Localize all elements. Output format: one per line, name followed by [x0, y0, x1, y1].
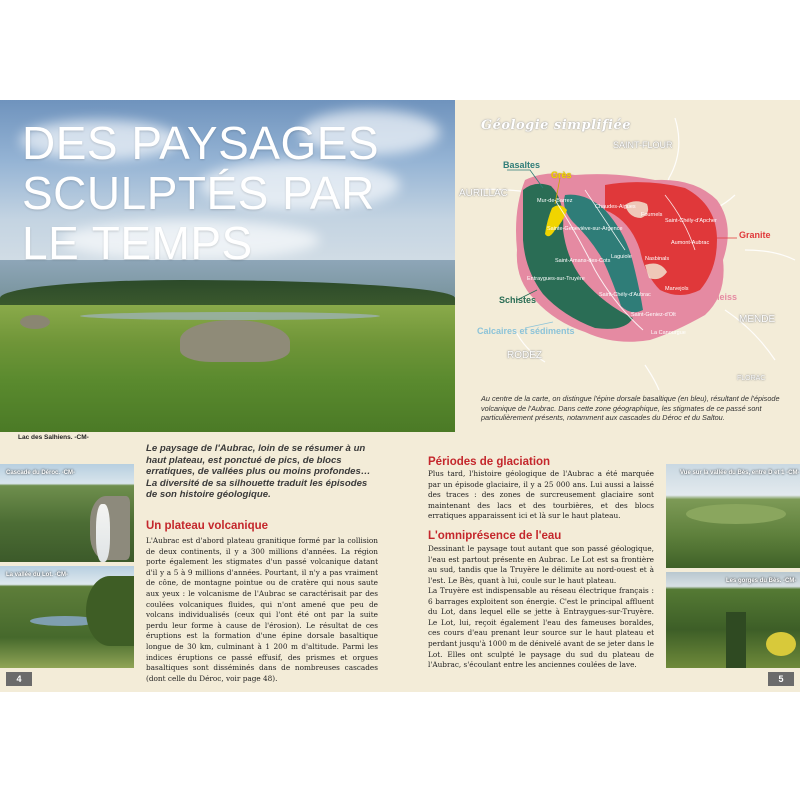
waterfall [96, 504, 110, 562]
geology-map-panel [455, 100, 800, 432]
photo-cascade-deroc [0, 464, 134, 562]
place-marvejols: Marvejols [665, 286, 689, 292]
place-saint-chely-apcher: Saint-Chély-d'Apcher [665, 218, 717, 224]
legend-basaltes: Basaltes [503, 160, 541, 170]
place-mur-de-barrez: Mur-de-Barrez [537, 198, 573, 204]
photo-vallee-lot [0, 566, 134, 668]
section-heading-eau: L'omniprésence de l'eau [428, 530, 562, 542]
lake [80, 312, 380, 320]
tree-cluster [86, 576, 134, 646]
erratic-rock [180, 320, 290, 362]
map-caption: Au centre de la carte, on distingue l'épine dorsale basaltique (en bleu), résultant de l'épisode volcanique de l'Aubrac. Dans cette zone géographique, les stigmates de ce passé sont particulièrement présents, notamment aux cascades du Déroc et du Saltou. [481, 394, 780, 422]
photo-caption-deroc: Cascade du Déroc. -CM- [6, 470, 76, 476]
place-fournels: Fournels [641, 212, 663, 218]
map-heading: Géologie simplifiée [481, 118, 632, 133]
photo-gorges-bes [666, 572, 800, 668]
place-sainte-genevieve: Sainte-Geneviève-sur-Argence [547, 226, 623, 232]
place-aumont-aubrac: Aumont-Aubrac [671, 240, 710, 246]
town-florac: FLORAC [737, 375, 766, 382]
photo-vallee-bes [666, 464, 800, 568]
body-plateau-volcanique: L'Aubrac est d'abord plateau granitique formé par la collision de deux continents, il y a 300 millions d'années. La région porte également les stigmates d'un passé volcanique datant d'il y a 5 à 9 millions d'années. Pourtant, il n'y a pas vraiment de cône, de montagne pointue ou de cratère qui nous saute aux yeux : le volcanisme de l'Aubrac se caractérisait par des coulées volcaniques fluides, qui n'ont amené que peu de volcans individualisés (ceux qui l'ont été ont par la suite perdu leur forme à cause de l'érosion). Le résultat de ces éruptions est la formation d'une épine dorsale basaltique longue de 30 km, culminant à 1 200 m d'altitude. Parmi les indices éruptions ce passé effusif, des prismes et orgues basaltiques sont disséminés dans de nombreuses cascades (dont celle du Déroc, voir page 48). [146, 536, 378, 683]
intro-paragraph: Le paysage de l'Aubrac, loin de se résumer à un haut plateau, est ponctué de pics, de blocs erratiques, de vallées plus ou moins profondes… La diversité de sa silhouette traduit les épisodes de son histoire géologique. [146, 443, 371, 501]
place-nasbinals: Nasbinals [645, 256, 670, 262]
town-mende: MENDE [739, 314, 776, 325]
place-laguiole: Laguiole [611, 254, 632, 260]
hero-caption: Lac des Salhiens. -CM- [18, 434, 89, 441]
place-chaudes-aigues: Chaudes-Aigues [595, 204, 636, 210]
page-number-left: 4 [6, 672, 32, 686]
page-number-right: 5 [768, 672, 794, 686]
broom-flowers [766, 632, 796, 656]
place-saint-amans: Saint-Amans-des-Cots [555, 258, 611, 264]
body-glaciation: Plus tard, l'histoire géologique de l'Aubrac a été marquée par un épisode glaciaire, il y a 25 000 ans. Lui aussi a laissé des traces : des zones de surcreusement glaciaire sont maintenant des lacs et des tourbières, et des blocs erratiques apparaissent ici et là sur le haut plateau. [428, 469, 654, 521]
legend-gneiss: Gneiss [707, 292, 738, 302]
legend-calcaires: Calcaires et sédiments [477, 326, 575, 336]
photo-caption-bes: Vue sur la vallée du Bès, entre D et 1 -CM- [680, 470, 800, 476]
magazine-spread [0, 100, 800, 692]
section-heading-plateau-volcanique: Un plateau volcanique [146, 520, 269, 532]
legend-schistes: Schistes [499, 295, 537, 305]
town-aurillac: AURILLAC [459, 188, 508, 199]
legend-granite: Granite [739, 230, 771, 240]
town-rodez: RODEZ [507, 350, 542, 361]
gorge [726, 612, 746, 668]
hero-photo-lake-salhiens [0, 100, 455, 432]
title-line-1: DES PAYSAGES [22, 117, 380, 169]
page-title [22, 118, 379, 268]
place-la-canourgue: La Canourgue [651, 330, 686, 336]
valley-fields [686, 504, 786, 524]
small-rock [20, 315, 50, 329]
town-saint-flour: SAINT-FLOUR [613, 140, 673, 150]
photo-caption-gorges: Les gorges du Bès. -CM- [726, 578, 797, 584]
place-saint-geniez: Saint-Geniez-d'Olt [631, 312, 676, 318]
title-line-3: LE TEMPS [22, 217, 253, 269]
body-eau-2: La Truyère est indispensable au réseau électrique français : 6 barrages exploitent son énergie. C'est le principal affluent du Lot, dans lequel elle se jette à Entraygues-sur-Truyère. Le Lot, lui, reçoit également l'eau des fameuses boraldes, ces cours d'eau prenant leur source sur le haut plateau et perdant jusqu'à 1000 m de dénivelé avant de se jeter dans le Lot. Elles ont sculpté le paysage du sud du plateau de l'Aubrac, s'écoulant entre les anciennes coulées de lave. [428, 586, 654, 670]
title-line-2: SCULPTÉS PAR [22, 167, 375, 219]
section-heading-glaciation: Périodes de glaciation [428, 456, 551, 468]
photo-caption-lot: La vallée du Lot. -CM- [6, 572, 69, 578]
legend-gres: Grès [551, 170, 572, 180]
place-saint-chely-aubrac: Saint-Chély-d'Aubrac [599, 292, 651, 298]
body-eau-1: Dessinant le paysage tout autant que son passé géologique, l'eau est partout présente en Aubrac. Le Lot est sa frontière au sud, tandis que la Truyère le délimite au nord-ouest et à l'est. Le Bès, quant à lui, coule sur le haut plateau. [428, 544, 654, 585]
place-entraygues: Entraygues-sur-Truyère [527, 276, 585, 282]
